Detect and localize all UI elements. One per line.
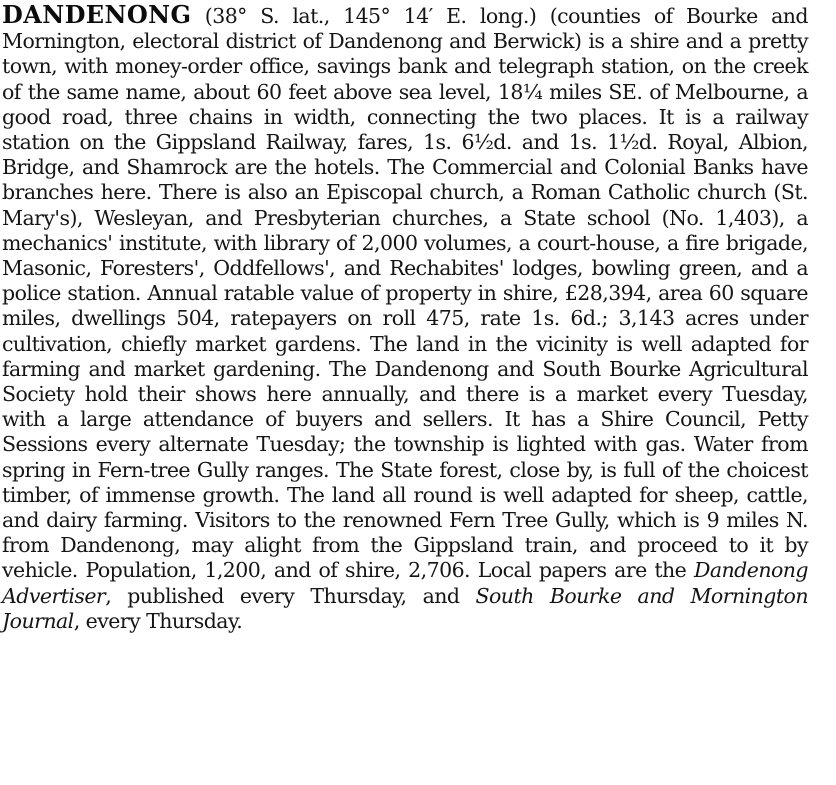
page (2, 2, 808, 782)
entry-text: (38° S. lat., 145° 14′ E. long.) (counties of Bourke and Mornington, electoral district of Dandenong and Berwick) is a shire and a pretty town, with money-order office, savings bank and telegraph station, on the creek of the same name, about 60 feet above sea level, 18¼ miles SE. of Melbourne, a good road, three chains in width, connecting the two places. It is a railway station on the Gippsland Railway, fares, 1s. 6½d. and 1s. 1½d. Royal, Albion, Bridge, and Shamrock are the hotels. The Commercial and Colonial Banks have branches here. There is also an Episcopal church, a Roman Catholic church (St. Mary's), Wesleyan, and Presbyterian churches, a State school (No. 1,403), a mechanics' institute, with library of 2,000 volumes, a court-house, a fire brigade, Masonic, Foresters', Oddfellows', and Rechabites' lodges, bowling green, and a police station. Annual ratable value of property in shire, £28,394, area 60 square miles, dwellings 504, ratepayers on roll 475, rate 1s. 6d.; 3,143 acres under cultivation, chiefly market gardens. The land in the vicinity is well adapted for farming and market gardening. The Dandenong and South Bourke Agricultural Society hold their shows here annually, and there is a market every Tuesday, with a large attendance of buyers and sellers. It has a Shire Council, Petty Sessions every alternate Tuesday; the township is lighted with gas. Water from spring in Fern-tree Gully ranges. The State forest, close by, is full of the choicest timber, of immense growth. The land all round is well adapted for sheep, cattle, and dairy farming. Visitors to the renowned Fern Tree Gully, which is 9 miles N. from Dandenong, may alight from the Gippsland train, and proceed to it by vehicle. Population, 1,200, and of shire, 2,706. Local papers are the (2, 4, 808, 583)
entry-text-connector: , published every Thursday, and (105, 583, 476, 608)
newspaper-title-journal: South Bourke and Mornington Journal (2, 583, 808, 633)
entry-headword: DANDENONG (2, 0, 192, 29)
gazetteer-entry (2, 2, 808, 634)
entry-text-ending: , every Thursday. (73, 608, 243, 633)
newspaper-title-advertiser: Dandenong Advertiser (2, 558, 808, 608)
